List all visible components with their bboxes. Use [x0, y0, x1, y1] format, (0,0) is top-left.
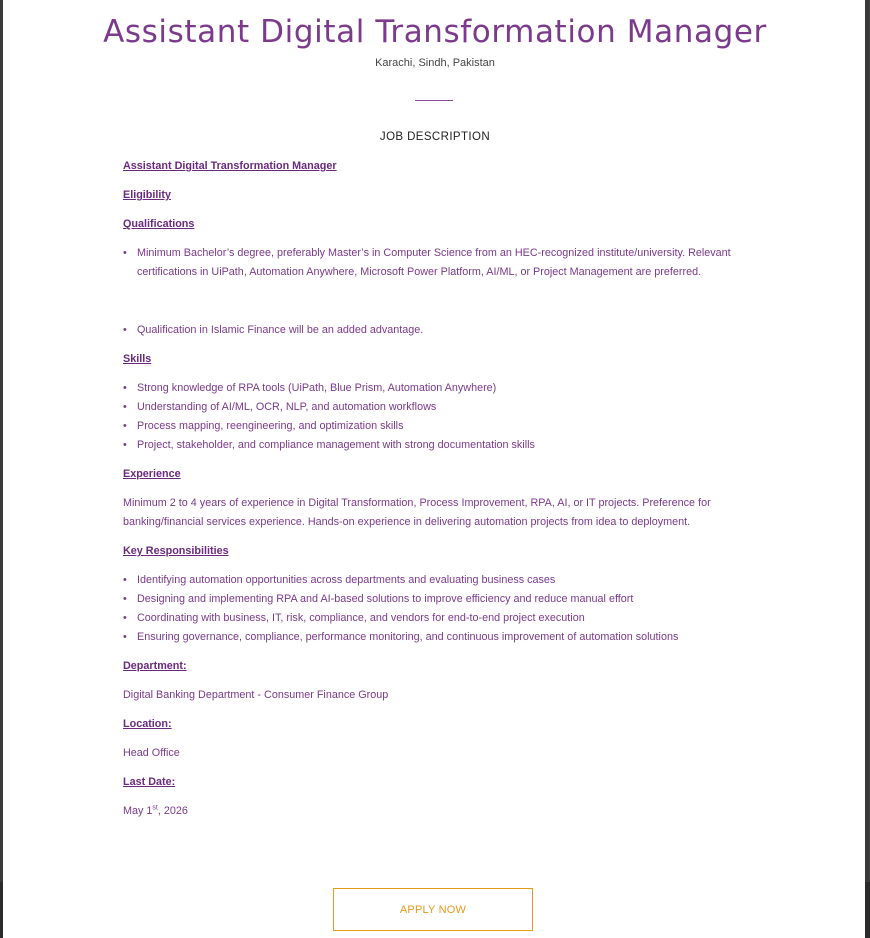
location-value: Head Office	[123, 747, 180, 759]
list-item: • Qualification in Islamic Finance will be an added advantage.	[137, 321, 748, 340]
list-item: • Understanding of AI/ML, OCR, NLP, and automation workflows	[137, 398, 748, 417]
experience-text: Minimum 2 to 4 years of experience in Digital Transformation, Process Improvement, RPA, AI, or IT projects. Preference for banking/financial services experience. Hands-on experience in delivering automation projects from idea to deployment.	[123, 497, 711, 528]
title-divider	[415, 100, 453, 101]
bottom-right-shade	[865, 882, 870, 938]
list-item: • Strong knowledge of RPA tools (UiPath, Blue Prism, Automation Anywhere)	[137, 379, 748, 398]
bottom-left-shade	[0, 882, 3, 938]
job-title: Assistant Digital Transformation Manager	[103, 14, 767, 50]
qualifications-heading: Qualifications	[123, 218, 195, 230]
list-item: • Minimum Bachelor’s degree, preferably Master’s in Computer Science from an HEC-recognized institute/university. Relevant certifications in UiPath, Automation Anywhere, Microsoft Power Platform, AI/ML, or Project Management are preferred.	[137, 244, 748, 282]
list-item: • Project, stakeholder, and compliance management with strong documentation skills	[137, 436, 748, 455]
last-date-heading: Last Date:	[123, 776, 176, 788]
skills-heading: Skills	[123, 353, 152, 365]
qualifications-list	[123, 244, 748, 282]
skills-list	[123, 379, 748, 455]
job-location: Karachi, Sindh, Pakistan	[375, 57, 495, 69]
last-date-year: , 2026	[157, 805, 188, 817]
position-title-heading: Assistant Digital Transformation Manager	[123, 160, 337, 172]
job-description-body	[123, 157, 748, 831]
list-item: • Identifying automation opportunities across departments and evaluating business cases	[137, 571, 748, 590]
responsibilities-list	[123, 571, 748, 647]
spacer	[123, 292, 748, 321]
location-heading: Location:	[123, 718, 172, 730]
eligibility-heading: Eligibility	[123, 189, 171, 201]
last-date-value	[123, 802, 748, 821]
experience-heading: Experience	[123, 468, 181, 480]
list-item: • Designing and implementing RPA and AI-based solutions to improve efficiency and reduce manual effort	[137, 590, 748, 609]
list-item: • Process mapping, reengineering, and optimization skills	[137, 417, 748, 436]
department-value: Digital Banking Department - Consumer Finance Group	[123, 689, 389, 701]
job-description-heading: JOB DESCRIPTION	[379, 131, 491, 143]
list-item: • Coordinating with business, IT, risk, compliance, and vendors for end-to-end project execution	[137, 609, 748, 628]
last-date-month: May 1	[123, 805, 153, 817]
apply-now-button[interactable]: APPLY NOW	[333, 888, 533, 931]
list-item: • Ensuring governance, compliance, performance monitoring, and continuous improvement of automation solutions	[137, 628, 748, 647]
responsibilities-heading: Key Responsibilities	[123, 545, 229, 557]
qualifications-list-extra	[123, 321, 748, 340]
department-heading: Department:	[123, 660, 187, 672]
last-date-suffix: st	[152, 804, 158, 812]
